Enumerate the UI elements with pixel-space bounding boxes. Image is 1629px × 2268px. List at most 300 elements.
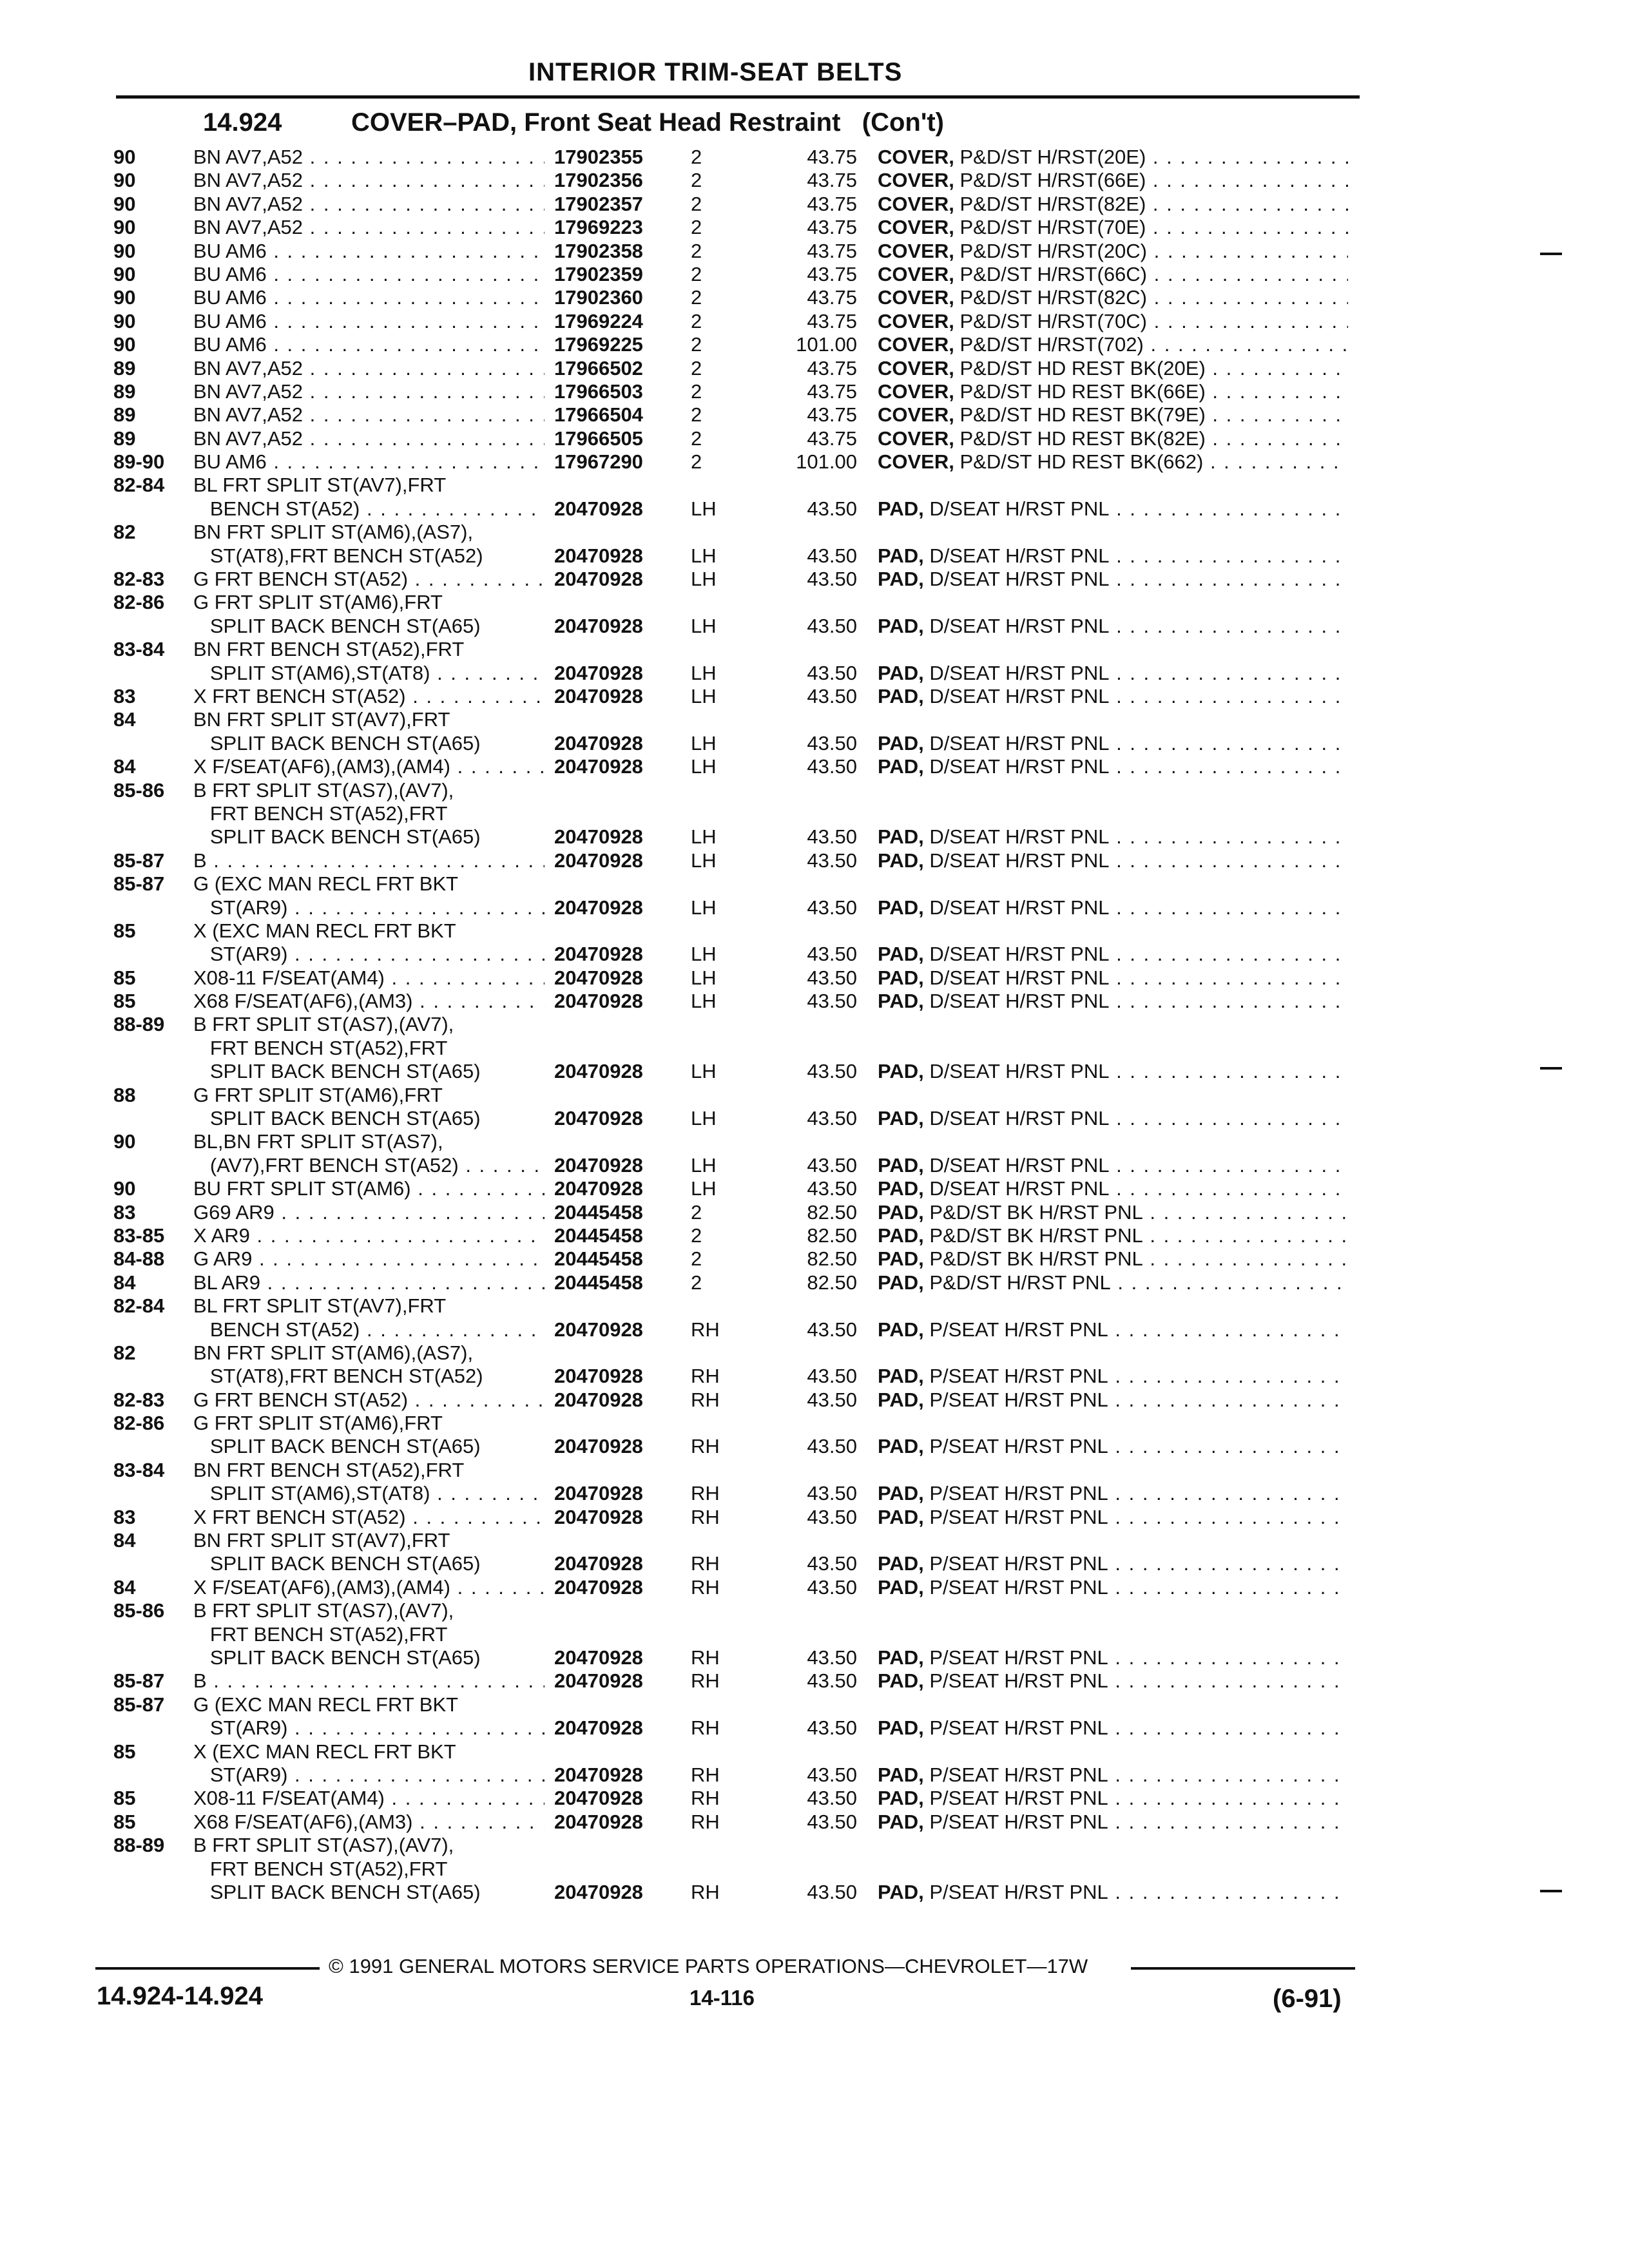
part-name-detail: P&D/ST HD REST BK(662) <box>954 450 1204 474</box>
description-cell: G FRT BENCH ST(A52) . . . <box>193 568 545 591</box>
part-name-cell <box>878 1154 1348 1177</box>
table-row <box>0 1623 1629 1646</box>
table-row <box>0 1693 1629 1716</box>
description-cell: BU AM6 . . . <box>193 450 545 474</box>
part-name-detail: D/SEAT H/RST PNL <box>923 497 1110 520</box>
part-name-keyword: PAD, <box>878 544 924 567</box>
table-row <box>0 1177 1629 1200</box>
description-cell: (AV7),FRT BENCH ST(A52) . . . <box>193 1154 545 1177</box>
year-cell: 82-86 <box>113 591 165 614</box>
price-cell: 43.75 <box>807 380 857 403</box>
description-cell: G (EXC MAN RECL FRT BKT <box>193 1693 459 1716</box>
part-name-keyword: PAD, <box>878 1200 924 1224</box>
page-header-title: INTERIOR TRIM-SEAT BELTS <box>528 58 903 86</box>
description-cell: BN AV7,A52 . . . <box>193 216 545 239</box>
description-cell: SPLIT BACK BENCH ST(A65) <box>193 614 481 637</box>
part-name-keyword: PAD, <box>878 1271 924 1294</box>
part-name-detail: P&D/ST BK H/RST PNL <box>923 1200 1143 1224</box>
description-cell: G FRT BENCH ST(A52) . . . <box>193 1389 545 1412</box>
price-cell: 43.75 <box>807 146 857 168</box>
price-cell: 43.50 <box>807 943 857 966</box>
description-cell: G69 AR9 . . . <box>193 1201 545 1224</box>
part-number-cell: 20470928 <box>554 896 643 919</box>
part-name-detail: P&D/ST H/RST(702) <box>954 333 1144 356</box>
description-cell: BL FRT SPLIT ST(AV7),FRT <box>193 474 447 497</box>
year-cell: 84-88 <box>113 1247 165 1271</box>
part-name-cell <box>878 1271 1348 1294</box>
year-cell: 85 <box>113 919 136 942</box>
part-name-keyword: PAD, <box>878 1787 924 1810</box>
part-number-cell: 20470928 <box>554 1810 643 1833</box>
price-cell: 43.75 <box>807 262 857 285</box>
table-row <box>0 427 1629 450</box>
part-name-detail: D/SEAT H/RST PNL <box>923 966 1110 989</box>
price-cell: 43.50 <box>807 1810 857 1833</box>
part-number-cell: 17966505 <box>554 427 643 450</box>
description-cell: X68 F/SEAT(AF6),(AM3) . . . <box>193 990 545 1013</box>
part-name-detail: P/SEAT H/RST PNL <box>923 1505 1108 1528</box>
quantity-cell: 2 <box>691 403 702 427</box>
part-number-cell: 17902360 <box>554 286 643 309</box>
description-cell: X FRT BENCH ST(A52) . . . <box>193 685 545 708</box>
year-cell: 82-86 <box>113 1412 165 1435</box>
description-cell: SPLIT BACK BENCH ST(A65) <box>193 1107 481 1130</box>
part-number-cell: 20470928 <box>554 661 643 684</box>
description-cell: X FRT BENCH ST(A52) . . . <box>193 1506 545 1529</box>
part-number-cell: 20470928 <box>554 1365 643 1388</box>
price-cell: 43.50 <box>807 1060 857 1083</box>
price-cell: 43.75 <box>807 356 857 380</box>
quantity-cell: 2 <box>691 333 702 356</box>
description-cell: G FRT SPLIT ST(AM6),FRT <box>193 591 443 614</box>
table-row <box>0 1037 1629 1060</box>
description-cell: BU AM6 . . . <box>193 310 545 333</box>
part-name-keyword: PAD, <box>878 1060 924 1083</box>
price-cell: 43.50 <box>807 849 857 872</box>
part-name-cell <box>878 193 1348 216</box>
part-name-keyword: PAD, <box>878 1880 924 1903</box>
part-name-cell <box>878 427 1348 450</box>
part-name-detail: D/SEAT H/RST PNL <box>923 661 1110 684</box>
part-name-cell <box>878 240 1348 263</box>
quantity-cell: 2 <box>691 380 702 403</box>
part-name-keyword: PAD, <box>878 1763 924 1786</box>
price-cell: 43.50 <box>807 966 857 989</box>
quantity-cell: LH <box>691 1060 717 1083</box>
year-cell: 85 <box>113 1740 136 1763</box>
part-name-keyword: COVER, <box>878 262 954 285</box>
table-row <box>0 286 1629 309</box>
quantity-cell: RH <box>691 1365 720 1388</box>
part-name-keyword: PAD, <box>878 1716 924 1740</box>
table-row <box>0 732 1629 755</box>
part-name-cell <box>878 966 1348 990</box>
part-name-cell <box>878 943 1348 966</box>
year-cell: 90 <box>113 192 136 215</box>
part-name-cell <box>878 1576 1348 1599</box>
quantity-cell: RH <box>691 1435 720 1458</box>
part-name-keyword: PAD, <box>878 1177 924 1200</box>
part-name-keyword: COVER, <box>878 356 954 380</box>
part-name-keyword: COVER, <box>878 427 954 450</box>
description-cell: FRT BENCH ST(A52),FRT <box>193 1036 448 1059</box>
table-row <box>0 403 1629 427</box>
part-name-detail: P/SEAT H/RST PNL <box>923 1388 1108 1411</box>
table-row <box>0 1763 1629 1787</box>
year-cell: 82 <box>113 1341 136 1364</box>
header-rule <box>116 95 1360 99</box>
part-number-cell: 20470928 <box>554 544 643 567</box>
table-row <box>0 216 1629 239</box>
part-number-cell: 20470928 <box>554 1552 643 1575</box>
table-row <box>0 240 1629 263</box>
part-name-cell <box>878 1435 1348 1458</box>
part-name-detail: D/SEAT H/RST PNL <box>923 568 1110 591</box>
price-cell: 43.75 <box>807 239 857 262</box>
quantity-cell: LH <box>691 1177 717 1200</box>
quantity-cell: 2 <box>691 1224 702 1247</box>
part-name-detail: D/SEAT H/RST PNL <box>923 1060 1110 1083</box>
price-cell: 43.50 <box>807 1787 857 1810</box>
part-name-keyword: PAD, <box>878 1810 924 1833</box>
description-cell: BN AV7,A52 . . . <box>193 169 545 192</box>
description-cell: BN FRT SPLIT ST(AM6),(AS7), <box>193 521 474 544</box>
part-name-cell <box>878 990 1348 1013</box>
part-number-cell: 17902356 <box>554 169 643 192</box>
quantity-cell: 2 <box>691 1271 702 1294</box>
description-cell: BU FRT SPLIT ST(AM6) . . . <box>193 1177 545 1200</box>
price-cell: 43.50 <box>807 1880 857 1903</box>
description-cell: SPLIT BACK BENCH ST(A65) <box>193 1880 481 1903</box>
table-row <box>0 662 1629 685</box>
part-number-cell: 17966502 <box>554 356 643 380</box>
table-row <box>0 169 1629 192</box>
part-name-cell <box>878 1247 1348 1271</box>
year-cell: 89-90 <box>113 450 165 474</box>
description-cell: BN FRT SPLIT ST(AM6),(AS7), <box>193 1341 474 1364</box>
part-name-keyword: COVER, <box>878 192 954 215</box>
part-name-keyword: PAD, <box>878 755 924 778</box>
table-row <box>0 193 1629 216</box>
year-cell: 83 <box>113 684 136 707</box>
description-cell: X F/SEAT(AF6),(AM3),(AM4) . . . <box>193 1576 545 1599</box>
footer-rule-right <box>1131 1967 1355 1970</box>
quantity-cell: LH <box>691 896 717 919</box>
price-cell: 43.50 <box>807 990 857 1013</box>
part-name-cell <box>878 146 1348 169</box>
quantity-cell: LH <box>691 849 717 872</box>
part-name-keyword: PAD, <box>878 731 924 754</box>
part-name-keyword: COVER, <box>878 286 954 309</box>
part-name-detail: P/SEAT H/RST PNL <box>923 1482 1108 1505</box>
part-name-detail: P&D/ST H/RST(70C) <box>954 309 1148 332</box>
table-row <box>0 1013 1629 1036</box>
part-number-cell: 20470928 <box>554 1482 643 1505</box>
quantity-cell: 2 <box>691 146 702 168</box>
table-row <box>0 1271 1629 1294</box>
part-name-detail: D/SEAT H/RST PNL <box>923 896 1110 919</box>
part-number-cell: 20470928 <box>554 1505 643 1528</box>
year-cell: 83 <box>113 1200 136 1224</box>
quantity-cell: RH <box>691 1318 720 1341</box>
part-name-detail: P&D/ST HD REST BK(79E) <box>954 403 1206 427</box>
part-name-cell <box>878 1365 1348 1388</box>
part-name-keyword: PAD, <box>878 1107 924 1130</box>
footer-page-number: 14-116 <box>689 1986 755 2010</box>
part-name-keyword: PAD, <box>878 849 924 872</box>
part-name-cell <box>878 849 1348 872</box>
section-continued: (Con't) <box>862 108 944 137</box>
part-name-keyword: PAD, <box>878 684 924 707</box>
price-cell: 101.00 <box>796 333 857 356</box>
table-row <box>0 1858 1629 1881</box>
quantity-cell: RH <box>691 1669 720 1693</box>
table-row <box>0 1389 1629 1412</box>
description-cell: B FRT SPLIT ST(AS7),(AV7), <box>193 1599 454 1622</box>
table-row <box>0 755 1629 778</box>
year-cell: 88-89 <box>113 1013 165 1036</box>
description-cell: BL,BN FRT SPLIT ST(AS7), <box>193 1130 443 1153</box>
table-row <box>0 1318 1629 1341</box>
part-name-keyword: PAD, <box>878 1318 924 1341</box>
part-name-keyword: COVER, <box>878 403 954 427</box>
part-name-detail: D/SEAT H/RST PNL <box>923 943 1110 966</box>
description-cell: X (EXC MAN RECL FRT BKT <box>193 919 456 942</box>
description-cell: SPLIT ST(AM6),ST(AT8) . . . <box>193 662 545 685</box>
part-name-keyword: PAD, <box>878 966 924 989</box>
part-number-cell: 20470928 <box>554 1177 643 1200</box>
part-name-detail: P/SEAT H/RST PNL <box>923 1365 1108 1388</box>
description-cell: B FRT SPLIT ST(AS7),(AV7), <box>193 778 454 802</box>
description-cell: FRT BENCH ST(A52),FRT <box>193 1622 448 1646</box>
table-row <box>0 521 1629 544</box>
margin-dash <box>1540 1067 1562 1070</box>
table-row <box>0 450 1629 474</box>
part-name-cell <box>878 1763 1348 1787</box>
part-number-cell: 20445458 <box>554 1224 643 1247</box>
table-row <box>0 1130 1629 1153</box>
part-name-keyword: PAD, <box>878 614 924 637</box>
price-cell: 43.50 <box>807 1575 857 1599</box>
part-number-cell: 20470928 <box>554 1575 643 1599</box>
table-row <box>0 1154 1629 1177</box>
quantity-cell: LH <box>691 1153 717 1177</box>
part-name-detail: D/SEAT H/RST PNL <box>923 1177 1110 1200</box>
price-cell: 43.50 <box>807 1669 857 1693</box>
year-cell: 84 <box>113 755 136 778</box>
year-cell: 90 <box>113 1130 136 1153</box>
part-name-detail: P/SEAT H/RST PNL <box>923 1669 1108 1693</box>
year-cell: 88 <box>113 1083 136 1106</box>
table-row <box>0 872 1629 896</box>
table-row <box>0 990 1629 1013</box>
description-cell: BENCH ST(A52) . . . <box>193 497 545 521</box>
part-name-detail: P/SEAT H/RST PNL <box>923 1763 1108 1786</box>
year-cell: 89 <box>113 356 136 380</box>
year-cell: 85-87 <box>113 1693 165 1716</box>
quantity-cell: RH <box>691 1482 720 1505</box>
table-row <box>0 568 1629 591</box>
part-name-cell <box>878 1881 1348 1904</box>
year-cell: 90 <box>113 169 136 192</box>
part-name-keyword: PAD, <box>878 943 924 966</box>
year-cell: 90 <box>113 1177 136 1200</box>
table-row <box>0 1224 1629 1247</box>
part-number-cell: 20470928 <box>554 731 643 754</box>
part-name-keyword: PAD, <box>878 661 924 684</box>
part-name-cell <box>878 615 1348 638</box>
table-row <box>0 1811 1629 1834</box>
part-number-cell: 20470928 <box>554 943 643 966</box>
table-row <box>0 1107 1629 1130</box>
part-name-keyword: PAD, <box>878 1153 924 1177</box>
table-row <box>0 1341 1629 1365</box>
quantity-cell: LH <box>691 614 717 637</box>
year-cell: 90 <box>113 146 136 168</box>
table-row <box>0 1740 1629 1763</box>
section-number: 14.924 <box>203 108 282 137</box>
price-cell: 43.50 <box>807 1177 857 1200</box>
year-cell: 84 <box>113 1271 136 1294</box>
part-name-keyword: COVER, <box>878 169 954 192</box>
price-cell: 43.75 <box>807 286 857 309</box>
part-name-cell <box>878 1787 1348 1810</box>
description-cell: SPLIT BACK BENCH ST(A65) <box>193 1435 481 1458</box>
footer-date: (6-91) <box>1273 1984 1342 2013</box>
quantity-cell: 2 <box>691 1200 702 1224</box>
year-cell: 85-86 <box>113 1599 165 1622</box>
part-name-detail: P/SEAT H/RST PNL <box>923 1646 1108 1669</box>
part-name-detail: P&D/ST H/RST(82E) <box>954 192 1146 215</box>
price-cell: 43.50 <box>807 1763 857 1786</box>
description-cell: SPLIT BACK BENCH ST(A65) <box>193 1552 481 1575</box>
description-cell: X AR9 . . . <box>193 1224 545 1247</box>
table-row <box>0 1506 1629 1529</box>
part-name-keyword: PAD, <box>878 1482 924 1505</box>
year-cell: 90 <box>113 309 136 332</box>
part-name-detail: D/SEAT H/RST PNL <box>923 731 1110 754</box>
part-number-cell: 20445458 <box>554 1200 643 1224</box>
year-cell: 90 <box>113 333 136 356</box>
quantity-cell: 2 <box>691 262 702 285</box>
part-name-cell <box>878 732 1348 755</box>
part-name-detail: D/SEAT H/RST PNL <box>923 849 1110 872</box>
description-cell: BN AV7,A52 . . . <box>193 380 545 403</box>
table-row <box>0 1787 1629 1810</box>
price-cell: 43.50 <box>807 661 857 684</box>
description-cell: FRT BENCH ST(A52),FRT <box>193 802 448 825</box>
year-cell: 82 <box>113 521 136 544</box>
table-row <box>0 357 1629 380</box>
part-name-keyword: COVER, <box>878 450 954 474</box>
table-row <box>0 802 1629 825</box>
table-row <box>0 591 1629 614</box>
quantity-cell: RH <box>691 1646 720 1669</box>
part-name-detail: D/SEAT H/RST PNL <box>923 1107 1110 1130</box>
part-number-cell: 20470928 <box>554 755 643 778</box>
price-cell: 43.50 <box>807 1365 857 1388</box>
part-name-detail: P&D/ST HD REST BK(66E) <box>954 380 1206 403</box>
table-row <box>0 685 1629 708</box>
year-cell: 83-84 <box>113 638 165 661</box>
description-cell: ST(AR9) . . . <box>193 1716 545 1740</box>
part-number-cell: 17966504 <box>554 403 643 427</box>
price-cell: 43.50 <box>807 1505 857 1528</box>
table-row <box>0 263 1629 286</box>
part-name-keyword: PAD, <box>878 1365 924 1388</box>
quantity-cell: 2 <box>691 309 702 332</box>
year-cell: 82-84 <box>113 474 165 497</box>
part-number-cell: 20470928 <box>554 1646 643 1669</box>
quantity-cell: LH <box>691 943 717 966</box>
part-number-cell: 17969225 <box>554 333 643 356</box>
part-number-cell: 20470928 <box>554 1763 643 1786</box>
table-row <box>0 1412 1629 1435</box>
part-name-cell <box>878 896 1348 919</box>
description-cell: B . . . <box>193 849 545 872</box>
description-cell: B FRT SPLIT ST(AS7),(AV7), <box>193 1834 454 1857</box>
table-row <box>0 943 1629 966</box>
quantity-cell: RH <box>691 1810 720 1833</box>
table-row <box>0 1435 1629 1458</box>
part-name-cell <box>878 169 1348 192</box>
price-cell: 43.50 <box>807 755 857 778</box>
part-number-cell: 20470928 <box>554 1880 643 1903</box>
table-row <box>0 1459 1629 1482</box>
description-cell: BU AM6 . . . <box>193 240 545 263</box>
table-row <box>0 849 1629 872</box>
description-cell: B . . . <box>193 1669 545 1693</box>
year-cell: 90 <box>113 286 136 309</box>
price-cell: 43.50 <box>807 1318 857 1341</box>
part-number-cell: 20470928 <box>554 1435 643 1458</box>
part-number-cell: 20470928 <box>554 1153 643 1177</box>
price-cell: 43.50 <box>807 1388 857 1411</box>
part-number-cell: 20470928 <box>554 825 643 849</box>
quantity-cell: LH <box>691 755 717 778</box>
part-name-detail: D/SEAT H/RST PNL <box>923 825 1110 849</box>
price-cell: 43.50 <box>807 1153 857 1177</box>
part-number-cell: 17969223 <box>554 216 643 239</box>
description-cell: BL FRT SPLIT ST(AV7),FRT <box>193 1294 447 1318</box>
part-name-detail: P/SEAT H/RST PNL <box>923 1575 1108 1599</box>
part-name-keyword: PAD, <box>878 1435 924 1458</box>
table-row <box>0 1834 1629 1857</box>
year-cell: 84 <box>113 1575 136 1599</box>
description-cell: ST(AR9) . . . <box>193 943 545 966</box>
part-number-cell: 20470928 <box>554 1388 643 1411</box>
quantity-cell: LH <box>691 1107 717 1130</box>
part-name-detail: P&D/ST H/RST PNL <box>923 1271 1111 1294</box>
part-name-keyword: COVER, <box>878 309 954 332</box>
part-name-cell <box>878 1060 1348 1083</box>
quantity-cell: RH <box>691 1388 720 1411</box>
quantity-cell: 2 <box>691 450 702 474</box>
part-number-cell: 20470928 <box>554 1060 643 1083</box>
part-name-detail: P/SEAT H/RST PNL <box>923 1880 1108 1903</box>
year-cell: 89 <box>113 380 136 403</box>
quantity-cell: LH <box>691 684 717 707</box>
part-name-detail: P/SEAT H/RST PNL <box>923 1552 1108 1575</box>
part-name-keyword: PAD, <box>878 1575 924 1599</box>
quantity-cell: LH <box>691 966 717 989</box>
description-cell: SPLIT BACK BENCH ST(A65) <box>193 731 481 754</box>
description-cell: ST(AT8),FRT BENCH ST(A52) <box>193 544 483 567</box>
table-row <box>0 1482 1629 1505</box>
quantity-cell: 2 <box>691 192 702 215</box>
table-row <box>0 1084 1629 1107</box>
part-name-detail: D/SEAT H/RST PNL <box>923 614 1110 637</box>
